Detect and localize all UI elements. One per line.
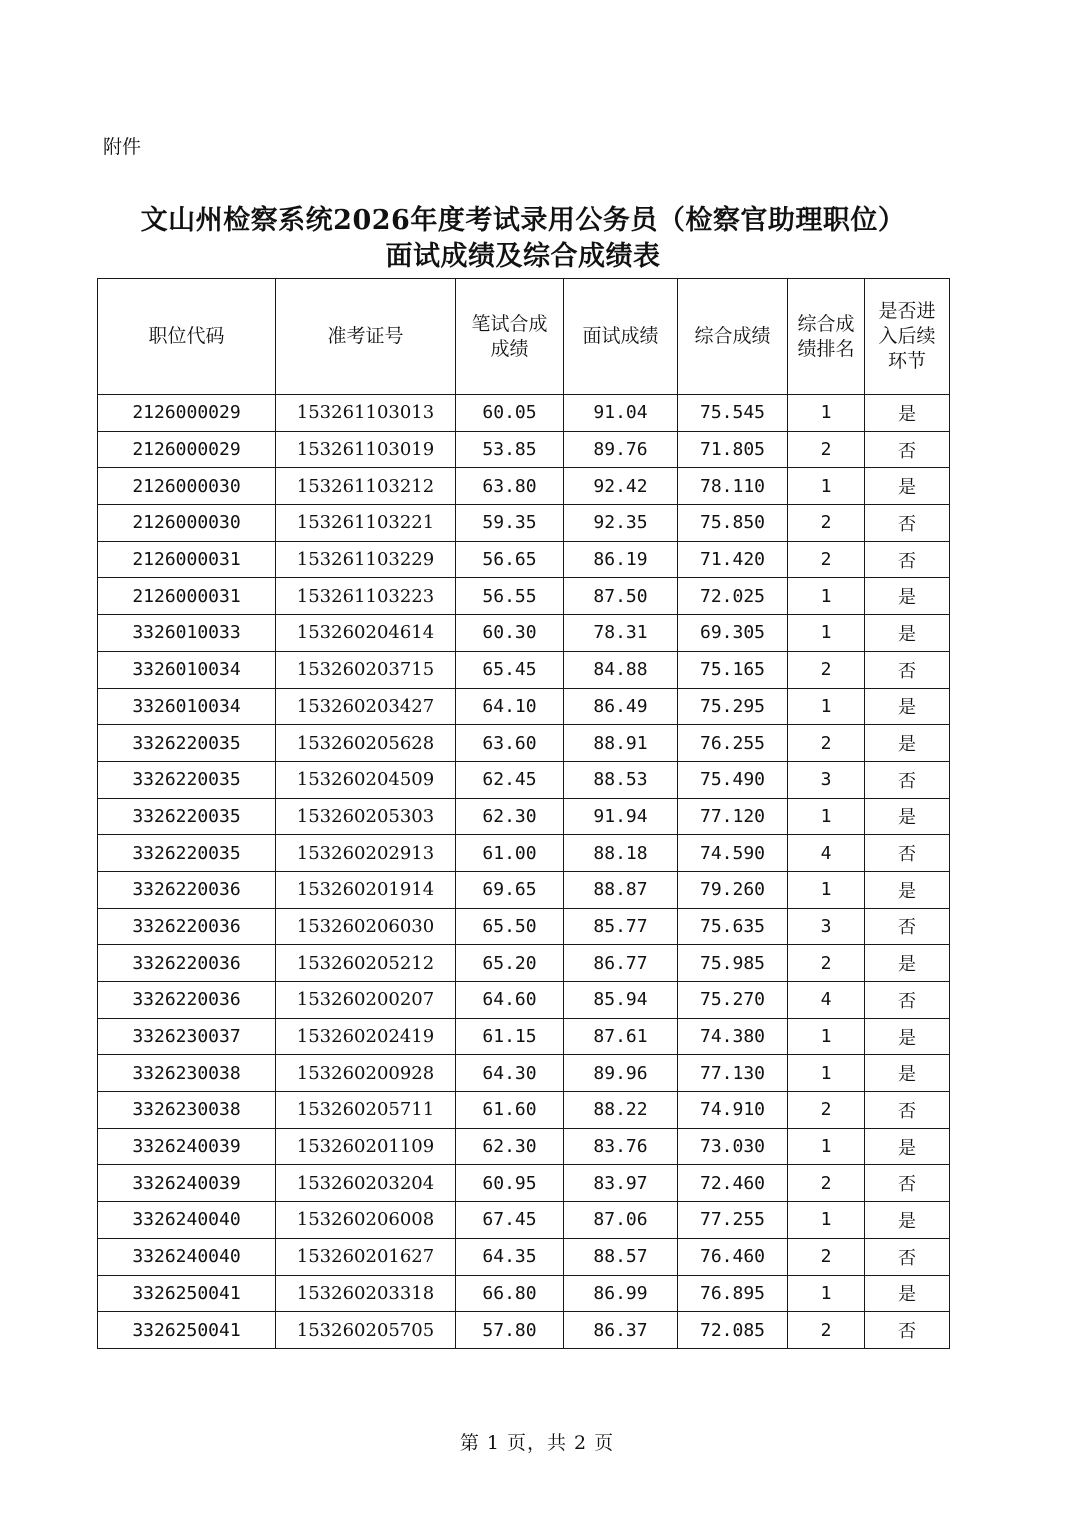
cell-advance: 否 <box>865 431 950 468</box>
cell-total-score: 75.850 <box>678 505 788 542</box>
table-row <box>98 505 950 542</box>
cell-total-score: 75.295 <box>678 688 788 725</box>
cell-position-code: 2126000031 <box>98 578 276 615</box>
cell-rank: 2 <box>788 1238 865 1275</box>
cell-interview-score: 85.94 <box>564 982 678 1019</box>
cell-rank: 3 <box>788 908 865 945</box>
cell-rank: 1 <box>788 1055 865 1092</box>
cell-interview-score: 89.76 <box>564 431 678 468</box>
table-row <box>98 871 950 908</box>
cell-total-score: 69.305 <box>678 615 788 652</box>
cell-written-score: 61.15 <box>456 1018 564 1055</box>
cell-exam-id: 153260205705 <box>276 1312 456 1349</box>
cell-written-score: 60.05 <box>456 395 564 432</box>
cell-interview-score: 86.77 <box>564 945 678 982</box>
table-row <box>98 1165 950 1202</box>
cell-exam-id: 153260205212 <box>276 945 456 982</box>
cell-position-code: 3326230038 <box>98 1055 276 1092</box>
cell-advance: 否 <box>865 541 950 578</box>
cell-interview-score: 88.57 <box>564 1238 678 1275</box>
table-row <box>98 1202 950 1239</box>
cell-advance: 是 <box>865 725 950 762</box>
table-row <box>98 431 950 468</box>
cell-total-score: 75.635 <box>678 908 788 945</box>
cell-exam-id: 153261103013 <box>276 395 456 432</box>
cell-total-score: 75.545 <box>678 395 788 432</box>
cell-exam-id: 153260206030 <box>276 908 456 945</box>
cell-interview-score: 89.96 <box>564 1055 678 1092</box>
cell-interview-score: 83.76 <box>564 1128 678 1165</box>
cell-position-code: 3326220036 <box>98 982 276 1019</box>
cell-advance: 否 <box>865 982 950 1019</box>
cell-position-code: 3326010034 <box>98 651 276 688</box>
cell-exam-id: 153260201627 <box>276 1238 456 1275</box>
cell-advance: 否 <box>865 908 950 945</box>
cell-exam-id: 153260203204 <box>276 1165 456 1202</box>
cell-total-score: 77.120 <box>678 798 788 835</box>
cell-rank: 4 <box>788 982 865 1019</box>
cell-interview-score: 88.91 <box>564 725 678 762</box>
cell-total-score: 73.030 <box>678 1128 788 1165</box>
cell-exam-id: 153260200207 <box>276 982 456 1019</box>
table-row <box>98 615 950 652</box>
cell-rank: 4 <box>788 835 865 872</box>
cell-advance: 否 <box>865 1312 950 1349</box>
cell-rank: 1 <box>788 1202 865 1239</box>
cell-interview-score: 83.97 <box>564 1165 678 1202</box>
table-row <box>98 1238 950 1275</box>
cell-advance: 是 <box>865 1128 950 1165</box>
cell-interview-score: 92.42 <box>564 468 678 505</box>
cell-total-score: 71.420 <box>678 541 788 578</box>
cell-written-score: 64.35 <box>456 1238 564 1275</box>
cell-interview-score: 86.99 <box>564 1275 678 1312</box>
document-title: 文山州检察系统2026年度考试录用公务员（检察官助理职位） <box>140 205 906 236</box>
cell-total-score: 72.025 <box>678 578 788 615</box>
cell-advance: 是 <box>865 1202 950 1239</box>
cell-advance: 是 <box>865 468 950 505</box>
cell-rank: 1 <box>788 871 865 908</box>
cell-total-score: 74.590 <box>678 835 788 872</box>
cell-total-score: 75.490 <box>678 761 788 798</box>
header-written-score: 笔试合成成绩 <box>456 279 564 395</box>
cell-advance: 是 <box>865 1018 950 1055</box>
cell-position-code: 3326220035 <box>98 798 276 835</box>
cell-written-score: 56.55 <box>456 578 564 615</box>
cell-exam-id: 153261103223 <box>276 578 456 615</box>
document-subtitle: 面试成绩及综合成绩表 <box>385 241 661 272</box>
header-row <box>98 279 950 395</box>
cell-exam-id: 153261103221 <box>276 505 456 542</box>
cell-exam-id: 153260204614 <box>276 615 456 652</box>
attachment-label: 附件 <box>103 136 142 158</box>
cell-rank: 1 <box>788 688 865 725</box>
table-row <box>98 1055 950 1092</box>
cell-total-score: 79.260 <box>678 871 788 908</box>
table-body <box>98 395 950 1349</box>
cell-written-score: 65.20 <box>456 945 564 982</box>
cell-total-score: 74.380 <box>678 1018 788 1055</box>
cell-advance: 是 <box>865 688 950 725</box>
cell-advance: 否 <box>865 1165 950 1202</box>
cell-total-score: 72.460 <box>678 1165 788 1202</box>
cell-interview-score: 88.53 <box>564 761 678 798</box>
cell-interview-score: 92.35 <box>564 505 678 542</box>
cell-exam-id: 153261103019 <box>276 431 456 468</box>
cell-position-code: 2126000030 <box>98 505 276 542</box>
cell-total-score: 78.110 <box>678 468 788 505</box>
cell-written-score: 59.35 <box>456 505 564 542</box>
cell-rank: 1 <box>788 615 865 652</box>
table-row <box>98 798 950 835</box>
header-exam-id: 准考证号 <box>276 279 456 395</box>
cell-exam-id: 153260201914 <box>276 871 456 908</box>
cell-advance: 是 <box>865 945 950 982</box>
cell-written-score: 57.80 <box>456 1312 564 1349</box>
cell-advance: 否 <box>865 651 950 688</box>
cell-position-code: 2126000030 <box>98 468 276 505</box>
cell-rank: 1 <box>788 1018 865 1055</box>
table-row <box>98 725 950 762</box>
cell-position-code: 3326240039 <box>98 1128 276 1165</box>
cell-exam-id: 153261103229 <box>276 541 456 578</box>
cell-total-score: 75.165 <box>678 651 788 688</box>
cell-rank: 3 <box>788 761 865 798</box>
table-row <box>98 982 950 1019</box>
cell-rank: 2 <box>788 431 865 468</box>
cell-advance: 是 <box>865 1275 950 1312</box>
cell-advance: 是 <box>865 615 950 652</box>
cell-interview-score: 88.22 <box>564 1092 678 1129</box>
cell-written-score: 53.85 <box>456 431 564 468</box>
cell-written-score: 60.30 <box>456 615 564 652</box>
cell-position-code: 3326250041 <box>98 1275 276 1312</box>
header-code: 职位代码 <box>98 279 276 395</box>
cell-rank: 2 <box>788 1312 865 1349</box>
cell-position-code: 3326010034 <box>98 688 276 725</box>
cell-interview-score: 78.31 <box>564 615 678 652</box>
cell-advance: 否 <box>865 761 950 798</box>
header-interview-score: 面试成绩 <box>564 279 678 395</box>
cell-rank: 1 <box>788 578 865 615</box>
cell-position-code: 3326240040 <box>98 1238 276 1275</box>
cell-interview-score: 85.77 <box>564 908 678 945</box>
cell-exam-id: 153260202419 <box>276 1018 456 1055</box>
cell-position-code: 3326220036 <box>98 908 276 945</box>
cell-position-code: 3326220036 <box>98 871 276 908</box>
cell-rank: 2 <box>788 505 865 542</box>
cell-position-code: 3326010033 <box>98 615 276 652</box>
cell-written-score: 65.50 <box>456 908 564 945</box>
cell-advance: 否 <box>865 505 950 542</box>
cell-interview-score: 86.19 <box>564 541 678 578</box>
cell-rank: 2 <box>788 1165 865 1202</box>
table-row <box>98 395 950 432</box>
table-row <box>98 541 950 578</box>
table-row <box>98 1312 950 1349</box>
cell-position-code: 3326220035 <box>98 835 276 872</box>
cell-advance: 否 <box>865 1238 950 1275</box>
cell-total-score: 76.460 <box>678 1238 788 1275</box>
cell-rank: 2 <box>788 1092 865 1129</box>
cell-exam-id: 153260206008 <box>276 1202 456 1239</box>
cell-rank: 1 <box>788 1275 865 1312</box>
cell-written-score: 62.30 <box>456 1128 564 1165</box>
cell-advance: 是 <box>865 798 950 835</box>
cell-written-score: 64.10 <box>456 688 564 725</box>
cell-position-code: 2126000029 <box>98 395 276 432</box>
cell-exam-id: 153260201109 <box>276 1128 456 1165</box>
cell-position-code: 3326230038 <box>98 1092 276 1129</box>
cell-rank: 1 <box>788 395 865 432</box>
cell-advance: 否 <box>865 835 950 872</box>
cell-advance: 是 <box>865 578 950 615</box>
cell-interview-score: 86.49 <box>564 688 678 725</box>
cell-written-score: 56.65 <box>456 541 564 578</box>
cell-interview-score: 86.37 <box>564 1312 678 1349</box>
header-rank: 综合成绩排名 <box>788 279 865 395</box>
cell-interview-score: 91.94 <box>564 798 678 835</box>
table-row <box>98 761 950 798</box>
cell-exam-id: 153260203318 <box>276 1275 456 1312</box>
cell-total-score: 77.130 <box>678 1055 788 1092</box>
header-total-score: 综合成绩 <box>678 279 788 395</box>
cell-rank: 2 <box>788 945 865 982</box>
cell-interview-score: 87.61 <box>564 1018 678 1055</box>
table-row <box>98 578 950 615</box>
cell-position-code: 3326220035 <box>98 725 276 762</box>
cell-rank: 2 <box>788 725 865 762</box>
cell-exam-id: 153260203715 <box>276 651 456 688</box>
cell-written-score: 64.30 <box>456 1055 564 1092</box>
cell-written-score: 67.45 <box>456 1202 564 1239</box>
table-row <box>98 468 950 505</box>
cell-written-score: 65.45 <box>456 651 564 688</box>
cell-total-score: 75.270 <box>678 982 788 1019</box>
table-row <box>98 908 950 945</box>
cell-advance: 是 <box>865 871 950 908</box>
table-row <box>98 1092 950 1129</box>
cell-advance: 否 <box>865 1092 950 1129</box>
header-advance: 是否进入后续环节 <box>865 279 950 395</box>
cell-written-score: 63.60 <box>456 725 564 762</box>
table-row <box>98 1275 950 1312</box>
cell-exam-id: 153260205711 <box>276 1092 456 1129</box>
cell-total-score: 76.255 <box>678 725 788 762</box>
cell-advance: 是 <box>865 1055 950 1092</box>
cell-exam-id: 153260200928 <box>276 1055 456 1092</box>
cell-interview-score: 87.06 <box>564 1202 678 1239</box>
cell-exam-id: 153260204509 <box>276 761 456 798</box>
cell-written-score: 66.80 <box>456 1275 564 1312</box>
cell-rank: 1 <box>788 468 865 505</box>
cell-interview-score: 88.18 <box>564 835 678 872</box>
cell-position-code: 3326220036 <box>98 945 276 982</box>
cell-total-score: 77.255 <box>678 1202 788 1239</box>
cell-exam-id: 153260205628 <box>276 725 456 762</box>
cell-written-score: 62.45 <box>456 761 564 798</box>
cell-position-code: 3326230037 <box>98 1018 276 1055</box>
cell-written-score: 61.60 <box>456 1092 564 1129</box>
table-row <box>98 945 950 982</box>
cell-total-score: 72.085 <box>678 1312 788 1349</box>
cell-position-code: 3326220035 <box>98 761 276 798</box>
cell-exam-id: 153261103212 <box>276 468 456 505</box>
table-row <box>98 835 950 872</box>
table-row <box>98 1128 950 1165</box>
cell-written-score: 69.65 <box>456 871 564 908</box>
cell-position-code: 3326240040 <box>98 1202 276 1239</box>
cell-rank: 1 <box>788 798 865 835</box>
cell-interview-score: 84.88 <box>564 651 678 688</box>
cell-rank: 2 <box>788 651 865 688</box>
cell-position-code: 3326250041 <box>98 1312 276 1349</box>
scores-table <box>97 278 950 1349</box>
cell-advance: 是 <box>865 395 950 432</box>
cell-rank: 1 <box>788 1128 865 1165</box>
table-row <box>98 688 950 725</box>
cell-total-score: 76.895 <box>678 1275 788 1312</box>
cell-total-score: 71.805 <box>678 431 788 468</box>
table-row <box>98 651 950 688</box>
cell-position-code: 2126000031 <box>98 541 276 578</box>
cell-exam-id: 153260202913 <box>276 835 456 872</box>
cell-position-code: 3326240039 <box>98 1165 276 1202</box>
cell-written-score: 64.60 <box>456 982 564 1019</box>
cell-exam-id: 153260203427 <box>276 688 456 725</box>
cell-interview-score: 88.87 <box>564 871 678 908</box>
cell-interview-score: 87.50 <box>564 578 678 615</box>
cell-total-score: 75.985 <box>678 945 788 982</box>
cell-interview-score: 91.04 <box>564 395 678 432</box>
cell-written-score: 62.30 <box>456 798 564 835</box>
cell-written-score: 60.95 <box>456 1165 564 1202</box>
cell-exam-id: 153260205303 <box>276 798 456 835</box>
cell-written-score: 63.80 <box>456 468 564 505</box>
cell-rank: 2 <box>788 541 865 578</box>
cell-written-score: 61.00 <box>456 835 564 872</box>
table-row <box>98 1018 950 1055</box>
cell-total-score: 74.910 <box>678 1092 788 1129</box>
cell-position-code: 2126000029 <box>98 431 276 468</box>
page-footer: 第 1 页，共 2 页 <box>459 1432 615 1454</box>
